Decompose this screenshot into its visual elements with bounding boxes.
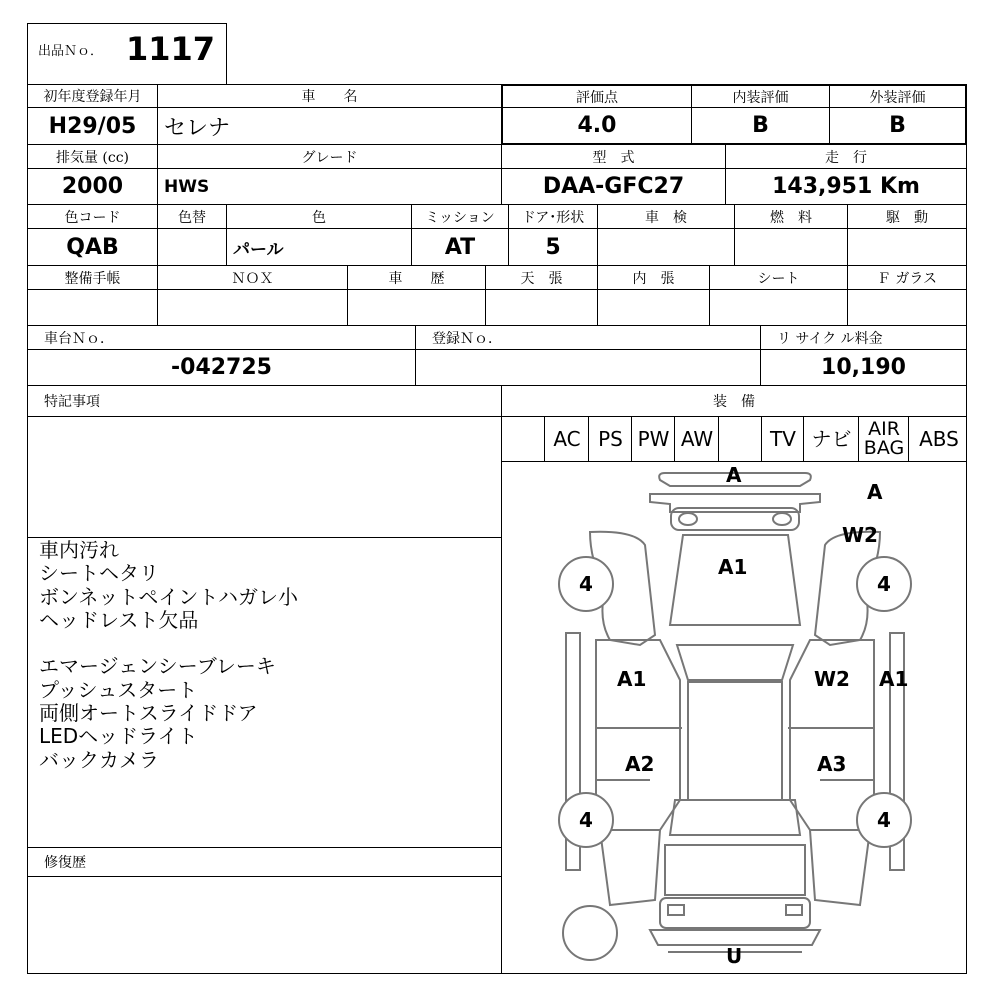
equipment-item: ナビ	[803, 417, 859, 461]
mark-side-right: A1	[879, 667, 909, 691]
header-drive: 駆 動	[847, 204, 967, 229]
notes-line	[39, 632, 298, 655]
value-seat	[709, 289, 848, 326]
value-color: パール	[226, 228, 412, 266]
mark-tire-front-left: 4	[579, 572, 593, 596]
header-color-code: 色コード	[27, 204, 158, 229]
header-color: 色	[226, 204, 412, 229]
lot-label: 出品Ｎｏ．	[38, 44, 104, 59]
lot-number: 1117	[126, 30, 216, 68]
mark-tire-rear-right: 4	[877, 808, 891, 832]
mark-door-right-front: W2	[814, 667, 850, 691]
value-car-name: セレナ	[157, 107, 502, 145]
header-repair-history: 修復歴	[27, 847, 502, 877]
value-exterior-score: B	[829, 107, 966, 144]
repair-history-area	[27, 876, 502, 974]
mark-right-fender-top: W2	[842, 523, 878, 547]
header-registration-number: 登録Ｎｏ．	[415, 325, 761, 350]
mark-door-left-front: A1	[617, 667, 647, 691]
car-diagram-area	[502, 462, 966, 973]
value-ceiling	[485, 289, 598, 326]
header-interior-trim: 内 張	[597, 265, 710, 290]
value-color-change	[157, 228, 227, 266]
header-ceiling: 天 張	[485, 265, 598, 290]
header-transmission: ミッション	[411, 204, 509, 229]
value-score: 4.0	[502, 107, 692, 144]
equipment-item: ABS	[908, 417, 967, 461]
equipment-item: AIR BAG	[858, 417, 909, 461]
header-equipment: 装 備	[501, 385, 967, 417]
equipment-item: AW	[674, 417, 719, 461]
header-chassis-number: 車台Ｎｏ．	[27, 325, 416, 350]
mark-tire-front-right: 4	[877, 572, 891, 596]
header-maintenance-book: 整備手帳	[27, 265, 158, 290]
lot-number-box	[27, 23, 227, 85]
notes-area	[27, 416, 502, 848]
mark-front-right: A	[867, 480, 883, 504]
value-first-registration: H29/05	[27, 107, 158, 145]
value-color-code: QAB	[27, 228, 158, 266]
header-mileage: 走 行	[725, 144, 967, 169]
spare-tire	[563, 906, 617, 960]
notes-line: ヘッドレスト欠品	[39, 607, 199, 632]
equipment-item: PW	[631, 417, 675, 461]
mark-door-left-rear: A2	[625, 752, 655, 776]
equipment-row	[501, 416, 967, 462]
header-color-change: 色替	[157, 204, 227, 229]
equipment-item	[502, 417, 544, 461]
mark-hood: A1	[718, 555, 748, 579]
header-displacement: 排気量 (cc)	[27, 144, 158, 169]
notes-line: バックカメラ	[39, 747, 159, 772]
header-nox: ＮＯＸ	[157, 265, 348, 290]
equipment-item	[718, 417, 762, 461]
header-door-shape: ドア･形状	[508, 204, 598, 229]
value-fuel	[734, 228, 848, 266]
mark-rear: U	[726, 944, 743, 968]
header-seat: シート	[709, 265, 848, 290]
value-interior-trim	[597, 289, 710, 326]
value-maintenance-book	[27, 289, 158, 326]
value-nox	[157, 289, 348, 326]
notes-line: プッシュスタート	[39, 677, 198, 702]
header-car-name: 車 名	[157, 84, 502, 108]
value-inspection	[597, 228, 735, 266]
header-grade: グレード	[157, 144, 502, 169]
header-inspection: 車 検	[597, 204, 735, 229]
mark-door-right-rear: A3	[817, 752, 847, 776]
value-drive	[847, 228, 967, 266]
equipment-item: PS	[588, 417, 632, 461]
value-transmission: AT	[411, 228, 509, 266]
header-front-glass: Ｆ ガラス	[847, 265, 967, 290]
header-recycle-fee: リ サイク ル料金	[760, 325, 967, 350]
value-history	[347, 289, 486, 326]
notes-line: ボンネットペイントハガレ小	[39, 584, 298, 609]
value-mileage: 143,951 Km	[725, 168, 967, 205]
header-exterior-score: 外装評価	[829, 85, 966, 108]
header-history: 車 歴	[347, 265, 486, 290]
header-notes: 特記事項	[27, 385, 502, 417]
equipment-item: TV	[761, 417, 804, 461]
value-grade: HWS	[157, 168, 502, 205]
header-score: 評価点	[502, 85, 692, 108]
notes-line: 車内汚れ	[39, 538, 119, 562]
value-interior-score: B	[691, 107, 830, 144]
header-interior-score: 内装評価	[691, 85, 830, 108]
mark-front: A	[726, 463, 742, 487]
equipment-item: AC	[544, 417, 589, 461]
value-model: DAA-GFC27	[501, 168, 726, 205]
notes-line: 両側オートスライドドア	[39, 701, 258, 726]
car-diagram	[502, 462, 966, 973]
notes-list	[39, 539, 298, 772]
value-displacement: 2000	[27, 168, 158, 205]
value-chassis-number: -042725	[27, 349, 416, 386]
value-registration-number	[415, 349, 761, 386]
header-model: 型 式	[501, 144, 726, 169]
notes-line: LEDヘッドライト	[39, 724, 198, 749]
mark-tire-rear-left: 4	[579, 808, 593, 832]
header-first-registration: 初年度登録年月	[27, 84, 158, 108]
value-recycle-fee: 10,190	[760, 349, 967, 386]
header-fuel: 燃 料	[734, 204, 848, 229]
value-front-glass	[847, 289, 967, 326]
notes-line: エマージェンシーブレーキ	[39, 654, 276, 679]
value-door-shape: 5	[508, 228, 598, 266]
notes-line: シートヘタリ	[39, 561, 159, 586]
